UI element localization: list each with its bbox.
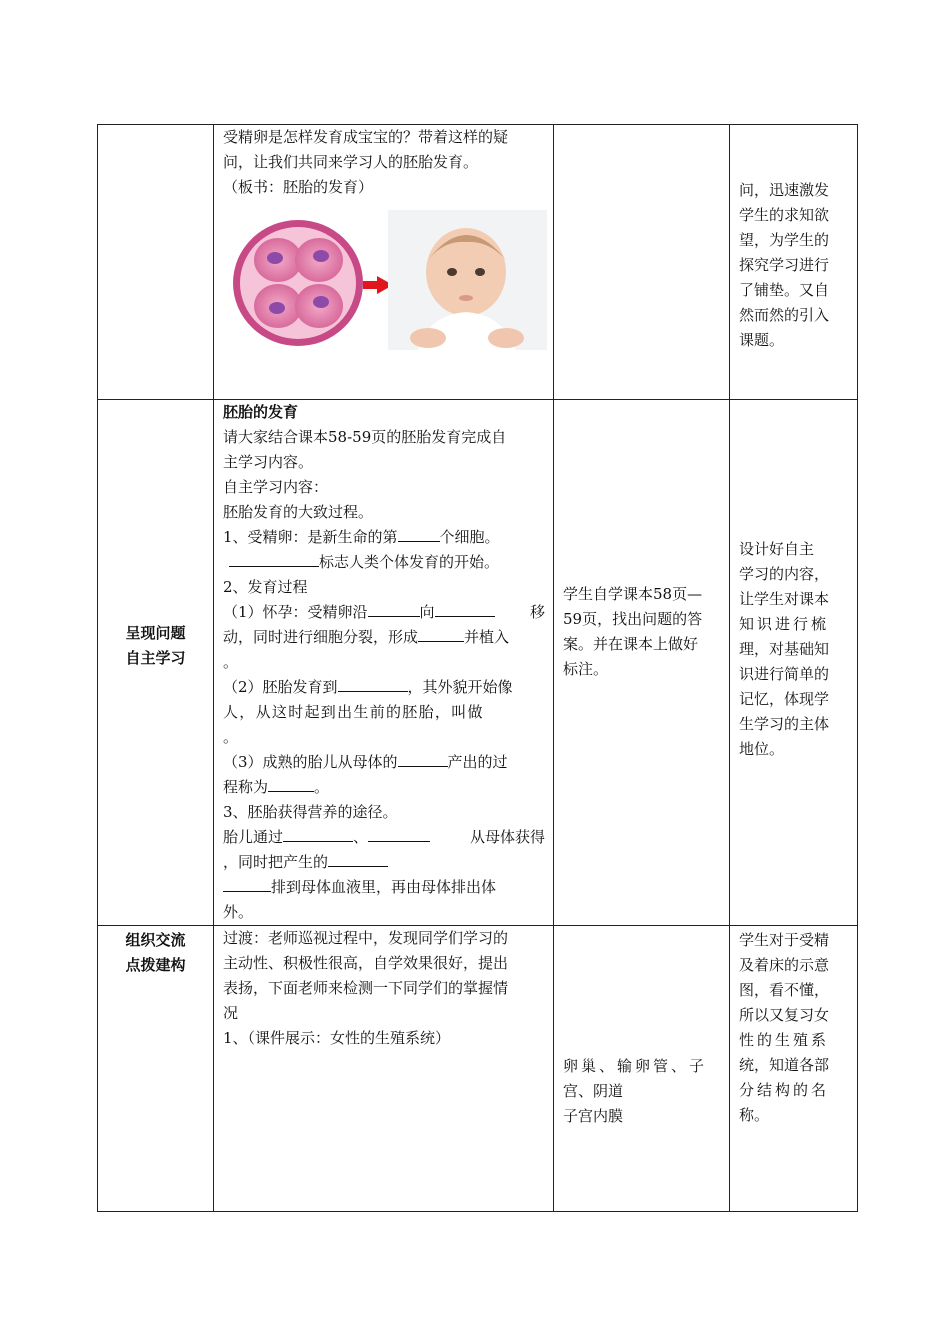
text-line: （板书：胚胎的发育） bbox=[223, 178, 374, 196]
illustration bbox=[223, 210, 545, 355]
stage-label: 自主学习 bbox=[125, 649, 186, 667]
baby-photo bbox=[388, 210, 547, 350]
text-line: 主学习内容。 bbox=[223, 453, 314, 471]
text-line: 分结构的名 bbox=[739, 1081, 830, 1099]
fill-blank[interactable] bbox=[398, 525, 440, 542]
text-line: 让学生对课本 bbox=[739, 590, 830, 608]
text-line: 问，迅速激发 bbox=[739, 181, 830, 199]
text-line: 胚胎发育的大致过程。 bbox=[223, 503, 374, 521]
fill-blank[interactable] bbox=[398, 750, 448, 767]
text-line: 表扬，下面老师来检测一下同学们的掌握情 bbox=[223, 979, 509, 997]
design-intent-cell bbox=[730, 926, 858, 1212]
question-3a: 胎儿通过 、 从母体获得 bbox=[223, 825, 545, 850]
text-line: 识进行简单的 bbox=[739, 665, 830, 683]
text-line: 学生对于受精 bbox=[739, 931, 830, 949]
text-line: 请大家结合课本58-59页的胚胎发育完成自 bbox=[223, 428, 507, 446]
text-line: 图，看不懂， bbox=[739, 981, 830, 999]
design-intent-cell bbox=[730, 125, 858, 400]
table-row bbox=[98, 926, 858, 1212]
text-line: 望，为学生的 bbox=[739, 231, 830, 249]
text-line: 及着床的示意 bbox=[739, 956, 830, 974]
fill-blank[interactable] bbox=[418, 625, 464, 642]
fill-blank[interactable] bbox=[435, 600, 495, 617]
text-line: 1、（课件展示：女性的生殖系统） bbox=[223, 1029, 451, 1047]
question-2b: （2）胚胎发育到 ，其外貌开始像 bbox=[223, 675, 545, 700]
fill-blank[interactable] bbox=[223, 875, 271, 892]
text-line: 。 bbox=[223, 653, 239, 671]
question-3a-cont2: 排到母体血液里，再由母体排出体 bbox=[223, 875, 545, 900]
text-line: 主动性、积极性很高，自学效果很好，提出 bbox=[223, 954, 509, 972]
text-line: 自主学习内容： bbox=[223, 478, 329, 496]
question-3a-cont: ，同时把产生的 bbox=[223, 850, 545, 875]
text-line: 。 bbox=[223, 728, 239, 746]
teacher-activity-cell bbox=[214, 125, 554, 400]
stage-cell bbox=[98, 926, 214, 1212]
text-line: 理，对基础知 bbox=[739, 640, 830, 658]
text-line: 然而然的引入 bbox=[739, 306, 830, 324]
text-line: 所以又复习女 bbox=[739, 1006, 830, 1024]
question-2c-cont: 程称为 。 bbox=[223, 775, 545, 800]
text-line: 受精卵是怎样发育成宝宝的？带着这样的疑 bbox=[223, 128, 509, 146]
question-1: 1、受精卵：是新生命的第 个细胞。 bbox=[223, 525, 545, 550]
teacher-activity-cell bbox=[214, 926, 554, 1212]
text-line: 课题。 bbox=[739, 331, 785, 349]
text-line: 学生的求知欲 bbox=[739, 206, 830, 224]
fill-blank[interactable] bbox=[268, 775, 314, 792]
text-line: 标注。 bbox=[563, 660, 609, 678]
question-2a-cont: 动，同时进行细胞分裂，形成 并植入 bbox=[223, 625, 545, 650]
stage-label: 点拨建构 bbox=[125, 956, 186, 974]
fill-blank[interactable] bbox=[328, 850, 388, 867]
lesson-plan-table bbox=[97, 124, 858, 1212]
fill-blank[interactable] bbox=[368, 825, 430, 842]
text-line: 况 bbox=[223, 1004, 239, 1022]
fill-blank[interactable] bbox=[283, 825, 353, 842]
question-2c: （3）成熟的胎儿从母体的 产出的过 bbox=[223, 750, 545, 775]
student-activity-cell bbox=[554, 125, 730, 400]
fill-blank[interactable] bbox=[338, 675, 408, 692]
text-line: 探究学习进行 bbox=[739, 256, 830, 274]
text-line: 3、胚胎获得营养的途径。 bbox=[223, 803, 398, 821]
text-line: 地位。 bbox=[739, 740, 785, 758]
fertilized-egg-image bbox=[231, 218, 365, 348]
text-line: 人，从这时起到出生前的胚胎，叫做 bbox=[223, 703, 484, 721]
text-line: 学生自学课本58页— bbox=[563, 585, 703, 603]
text-line: 外。 bbox=[223, 903, 254, 921]
text-line: 59页，找出问题的答 bbox=[563, 610, 703, 628]
text-line: 卵巢、输卵管、子 bbox=[563, 1057, 708, 1075]
table-row bbox=[98, 400, 858, 926]
stage-label: 呈现问题 bbox=[125, 624, 186, 642]
fill-blank[interactable] bbox=[368, 600, 420, 617]
text-line: 问，让我们共同来学习人的胚胎发育。 bbox=[223, 153, 479, 171]
student-activity-cell bbox=[554, 400, 730, 926]
teacher-activity-cell bbox=[214, 400, 554, 926]
stage-cell bbox=[98, 400, 214, 926]
text-line: 了铺垫。又自 bbox=[739, 281, 830, 299]
text-line: 宫、阴道 bbox=[563, 1082, 624, 1100]
text-line: 设计好自主 bbox=[739, 540, 815, 558]
text-line: 记忆，体现学 bbox=[739, 690, 830, 708]
question-1b: 标志人类个体发育的开始。 bbox=[223, 550, 545, 575]
text-line: 子宫内膜 bbox=[563, 1107, 624, 1125]
text-line: 称。 bbox=[739, 1106, 770, 1124]
stage-cell bbox=[98, 125, 214, 400]
student-activity-cell bbox=[554, 926, 730, 1212]
fill-blank[interactable] bbox=[229, 550, 319, 567]
stage-label: 组织交流 bbox=[125, 931, 186, 949]
text-line: 过渡：老师巡视过程中，发现同学们学习的 bbox=[223, 929, 509, 947]
table-row bbox=[98, 125, 858, 400]
text-line: 学习的内容， bbox=[739, 565, 830, 583]
section-heading: 胚胎的发育 bbox=[223, 403, 299, 421]
text-line: 统，知道各部 bbox=[739, 1056, 830, 1074]
text-line: 知识进行梳 bbox=[739, 615, 830, 633]
text-line: 2、发育过程 bbox=[223, 578, 308, 596]
text-line: 生学习的主体 bbox=[739, 715, 830, 733]
design-intent-cell bbox=[730, 400, 858, 926]
question-2a: （1）怀孕：受精卵沿 向 移 bbox=[223, 600, 545, 625]
text-line: 案。并在课本上做好 bbox=[563, 635, 699, 653]
text-line: 性的生殖系 bbox=[739, 1031, 830, 1049]
